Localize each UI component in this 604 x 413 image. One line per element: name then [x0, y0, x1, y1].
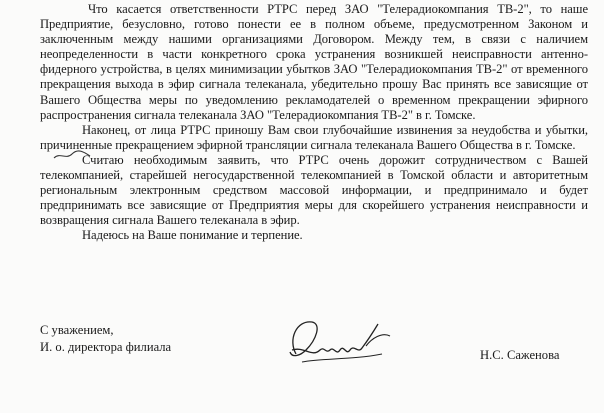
closing-block — [40, 322, 171, 356]
closing-position: И. о. директора филиала — [40, 340, 172, 354]
signer-name: Н.С. Саженова — [480, 348, 560, 362]
closing-regards: С уважением, — [40, 323, 114, 337]
paragraph-hope: Надеюсь на Ваше понимание и терпение. — [82, 228, 303, 243]
letter-body — [40, 2, 588, 244]
pen-mark-icon — [52, 148, 92, 162]
paragraph-responsibility: Что касается ответственности РТРС перед ЗАО "Телерадиокомпания ТВ-2", то наше Предприятие, безусловно, готово понести ее в полном объеме, предусмотренном Законом и заключенным между нашими организациями Договором. Между тем, в связи с наличием неопределенности в части конкретного срока устранения возникшей неисправности антенно-фидерного устройства, в целях минимизации убытков ЗАО "Телерадиокомпания ТВ-2" от временного прекращения выхода в эфир сигнала телеканала, убедительно прошу Вас принять все зависящие от Вашего Общества меры по уведомлению рекламодателей о временном прекращении эфирного распространения сигнала телеканала ЗАО "Телерадиокомпания ТВ-2" в г. Томске. — [40, 2, 588, 122]
handwritten-signature-icon — [282, 310, 394, 372]
paragraph-cooperation: Считаю необходимым заявить, что РТРС очень дорожит сотрудничеством с Вашей телекомпанией, старейшей негосударственной телекомпанией в Томской области и авторитетным региональным электронным средством массовой информации, и предпринимало и будет предпринимать все зависящие от Предприятия меры для скорейшего устранения неисправности и возвращения сигнала Вашего телеканала в эфир. — [40, 152, 588, 228]
paragraph-apology: Наконец, от лица РТРС приношу Вам свои глубочайшие извинения за неудобства и убытки, причиненные прекращением эфирной трансляции сигнала телеканала Вашего Общества в г. Томске. — [40, 122, 588, 152]
